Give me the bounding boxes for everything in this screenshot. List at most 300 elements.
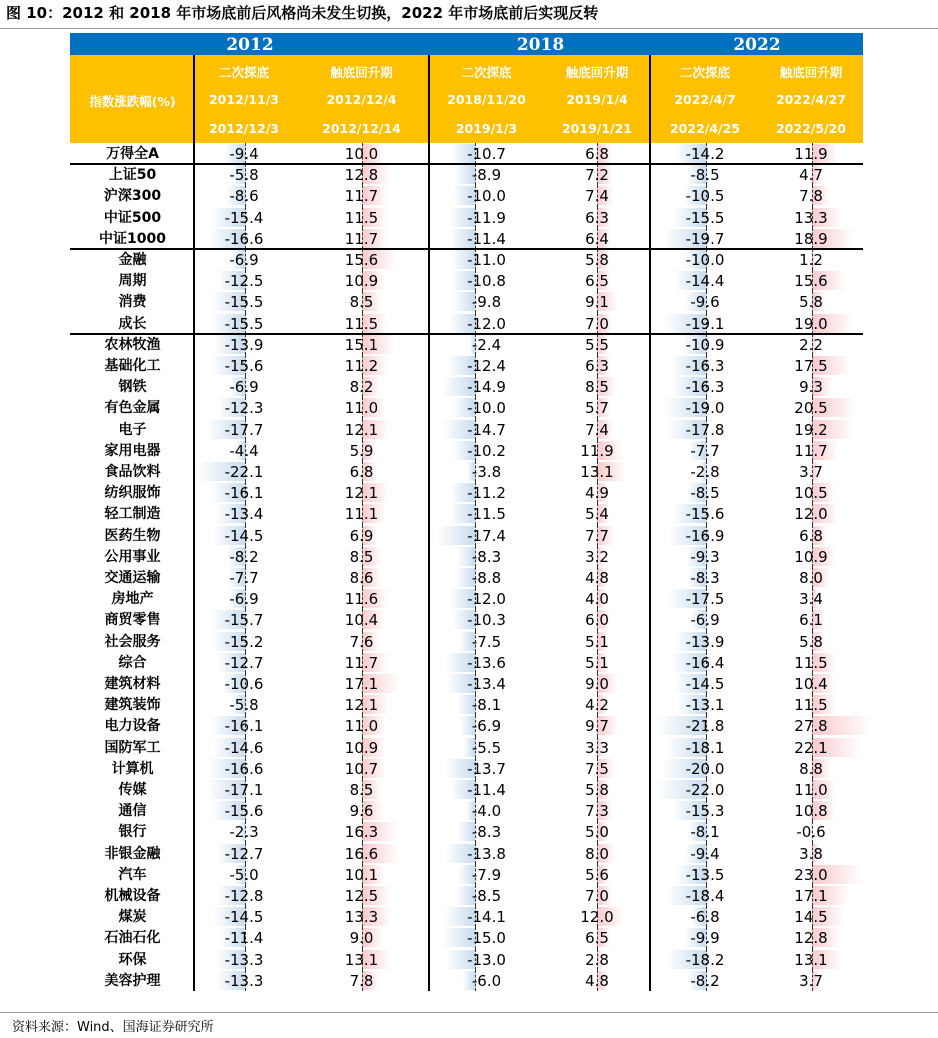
row-label: 消费 — [118, 294, 147, 311]
value-cell — [651, 906, 759, 927]
value-text: 10.7 — [344, 759, 379, 778]
value-text: -18.4 — [685, 887, 725, 905]
value-text: -15.5 — [224, 293, 264, 312]
value-cell — [195, 291, 293, 312]
value-text: -12.7 — [224, 653, 264, 672]
value-text: -10.7 — [467, 145, 506, 163]
value-cell — [543, 758, 651, 779]
row-label: 公用事业 — [104, 548, 161, 565]
value-text: -5.8 — [229, 696, 259, 715]
row-label: 建筑材料 — [104, 676, 161, 692]
value-text: 11.5 — [344, 208, 379, 227]
value-cell — [430, 843, 543, 864]
value-text: 8.5 — [349, 547, 374, 566]
row-label: 非银金融 — [104, 845, 161, 862]
value-cell — [759, 652, 863, 673]
table-row — [70, 270, 863, 291]
column-header-phase: 触底回升期 — [330, 65, 393, 80]
value-text: 19.2 — [794, 420, 828, 439]
value-text: -20.0 — [685, 759, 725, 778]
value-text: 6.5 — [585, 272, 609, 291]
value-cell — [759, 376, 863, 397]
value-cell — [430, 355, 543, 376]
value-cell — [651, 673, 759, 694]
value-cell — [759, 355, 863, 376]
value-cell — [293, 164, 430, 185]
value-cell — [430, 758, 543, 779]
value-cell — [195, 715, 293, 736]
value-text: -9.4 — [229, 145, 259, 163]
value-cell — [430, 185, 543, 206]
value-text: 15.6 — [344, 251, 379, 269]
value-cell — [195, 737, 293, 758]
value-text: -16.6 — [224, 229, 264, 248]
value-text: -6.9 — [229, 590, 259, 609]
column-header-start: 2012/12/4 — [326, 92, 397, 107]
value-text: 13.3 — [794, 208, 828, 227]
value-text: 7.4 — [585, 187, 609, 206]
value-text: 13.1 — [344, 950, 379, 969]
value-cell — [195, 779, 293, 800]
group-separator — [70, 248, 863, 250]
value-text: 10.5 — [794, 484, 828, 503]
value-cell — [293, 482, 430, 503]
row-header-cell — [70, 55, 195, 143]
value-cell — [759, 525, 863, 546]
value-cell — [651, 631, 759, 652]
value-cell — [759, 843, 863, 864]
column-header — [759, 55, 863, 143]
column-header — [430, 55, 543, 143]
table-row — [70, 503, 863, 524]
value-cell — [543, 885, 651, 906]
value-text: 3.8 — [799, 844, 823, 863]
table-row — [70, 927, 863, 948]
value-text: -13.6 — [467, 653, 506, 672]
value-cell — [759, 927, 863, 948]
value-text: -14.6 — [224, 738, 264, 757]
value-text: 15.6 — [794, 272, 828, 291]
table-row — [70, 715, 863, 736]
value-text: -7.7 — [690, 441, 720, 460]
value-cell — [543, 673, 651, 694]
table-row — [70, 355, 863, 376]
value-cell — [195, 652, 293, 673]
value-text: -9.4 — [690, 844, 720, 863]
table-row — [70, 779, 863, 800]
value-cell — [543, 694, 651, 715]
value-cell — [651, 397, 759, 418]
value-text: -11.2 — [467, 484, 506, 503]
value-text: 9.7 — [585, 717, 609, 736]
value-cell — [293, 843, 430, 864]
value-cell — [651, 715, 759, 736]
value-text: -17.1 — [224, 781, 264, 799]
value-cell — [195, 397, 293, 418]
table-row — [70, 525, 863, 546]
value-text: 10.9 — [344, 272, 379, 291]
value-text: -6.0 — [471, 971, 502, 990]
value-text: -13.9 — [224, 335, 264, 354]
value-cell — [543, 588, 651, 609]
column-header-start: 2012/11/3 — [208, 92, 279, 107]
value-cell — [293, 906, 430, 927]
value-cell — [430, 397, 543, 418]
year-header-2012: 2012 — [70, 33, 430, 55]
value-text: -8.3 — [690, 569, 720, 587]
value-text: -13.1 — [685, 696, 725, 715]
value-cell — [543, 143, 651, 164]
value-cell — [195, 885, 293, 906]
column-header-phase: 二次探底 — [218, 65, 269, 80]
table-row — [70, 143, 863, 164]
value-text: 8.0 — [799, 569, 823, 587]
value-cell — [293, 355, 430, 376]
row-label: 商贸零售 — [104, 612, 161, 629]
value-text: -10.5 — [685, 187, 725, 206]
value-text: -11.0 — [467, 251, 506, 269]
value-text: -13.0 — [467, 950, 506, 969]
value-cell — [759, 821, 863, 842]
value-text: -15.2 — [224, 632, 264, 651]
row-label: 汽车 — [118, 866, 147, 883]
table-row — [70, 906, 863, 927]
value-text: 8.5 — [349, 293, 374, 312]
value-text: -15.7 — [224, 611, 264, 630]
value-text: -8.2 — [690, 971, 720, 990]
row-label: 交通运输 — [104, 570, 161, 586]
value-cell — [759, 949, 863, 970]
value-text: 11.0 — [344, 399, 379, 418]
value-cell — [430, 207, 543, 228]
top-divider — [0, 28, 938, 29]
value-cell — [195, 461, 293, 482]
value-cell — [195, 207, 293, 228]
value-text: -6.9 — [229, 251, 259, 269]
value-cell — [651, 334, 759, 355]
value-cell — [430, 821, 543, 842]
value-text: 8.6 — [349, 569, 374, 587]
value-text: 22.1 — [794, 738, 828, 757]
value-cell — [430, 482, 543, 503]
value-cell — [195, 821, 293, 842]
value-text: 5.7 — [585, 399, 609, 418]
table-row — [70, 228, 863, 249]
source-note: 资料来源：Wind、国海证券研究所 — [12, 1020, 214, 1035]
value-cell — [195, 313, 293, 334]
value-cell — [543, 715, 651, 736]
value-text: 9.1 — [585, 293, 609, 312]
value-text: -4.4 — [229, 441, 259, 460]
value-text: -13.5 — [685, 865, 725, 884]
row-label: 综合 — [118, 654, 147, 671]
row-label: 食品饮料 — [104, 464, 161, 480]
value-cell — [543, 313, 651, 334]
table-row — [70, 440, 863, 461]
column-header-phase: 二次探底 — [679, 65, 730, 80]
value-cell — [651, 185, 759, 206]
row-label: 农林牧渔 — [104, 336, 161, 353]
value-cell — [759, 440, 863, 461]
row-label: 房地产 — [111, 591, 154, 608]
value-cell — [293, 461, 430, 482]
value-cell — [651, 270, 759, 291]
table-row — [70, 885, 863, 906]
value-cell — [430, 291, 543, 312]
value-text: 9.6 — [349, 802, 374, 821]
value-cell — [293, 949, 430, 970]
value-text: 2.2 — [799, 335, 823, 354]
column-separator — [649, 55, 651, 991]
value-text: -11.5 — [467, 505, 506, 524]
value-text: 19.0 — [794, 314, 828, 333]
value-text: 3.3 — [585, 738, 609, 757]
value-text: -0.6 — [796, 823, 826, 842]
value-text: 20.5 — [794, 399, 828, 418]
value-text: -2.3 — [229, 823, 259, 842]
row-label: 家用电器 — [104, 442, 161, 459]
row-label: 中证500 — [103, 209, 162, 226]
row-label: 环保 — [118, 951, 147, 968]
value-text: 11.0 — [344, 717, 379, 736]
value-text: 8.8 — [799, 759, 823, 778]
value-cell — [759, 546, 863, 567]
value-cell — [759, 143, 863, 164]
value-text: 11.5 — [344, 314, 379, 333]
value-text: 6.5 — [585, 929, 609, 948]
value-text: 7.0 — [585, 314, 609, 333]
value-cell — [195, 927, 293, 948]
value-cell — [759, 800, 863, 821]
value-text: -16.9 — [685, 526, 725, 545]
value-text: -13.4 — [224, 505, 264, 524]
value-cell — [293, 525, 430, 546]
value-text: 4.8 — [585, 971, 609, 990]
value-cell — [293, 440, 430, 461]
value-text: 12.1 — [344, 696, 379, 715]
value-text: 7.5 — [585, 759, 609, 778]
value-text: -14.5 — [685, 675, 725, 693]
value-cell — [543, 843, 651, 864]
table-row — [70, 821, 863, 842]
value-text: 13.3 — [344, 908, 379, 927]
value-cell — [430, 949, 543, 970]
row-label: 石油石化 — [104, 930, 161, 947]
value-text: -5.5 — [471, 738, 502, 757]
value-cell — [543, 652, 651, 673]
value-cell — [430, 525, 543, 546]
value-cell — [430, 652, 543, 673]
value-cell — [543, 228, 651, 249]
table-row — [70, 291, 863, 312]
value-text: -18.1 — [685, 738, 725, 757]
value-cell — [195, 440, 293, 461]
value-cell — [651, 864, 759, 885]
value-cell — [651, 800, 759, 821]
value-text: 11.5 — [794, 696, 828, 715]
row-label: 计算机 — [111, 760, 154, 777]
value-text: 5.5 — [585, 335, 609, 354]
value-cell — [543, 164, 651, 185]
row-label: 医药生物 — [104, 527, 161, 544]
value-cell — [543, 440, 651, 461]
value-text: 11.7 — [344, 653, 379, 672]
value-text: -13.3 — [224, 971, 264, 990]
value-text: -12.0 — [467, 314, 506, 333]
value-cell — [293, 207, 430, 228]
value-cell — [195, 588, 293, 609]
value-text: -6.9 — [690, 611, 720, 630]
value-text: -14.7 — [467, 420, 506, 439]
value-text: 5.8 — [585, 251, 609, 269]
value-text: 6.3 — [585, 357, 609, 375]
value-text: -15.5 — [685, 208, 725, 227]
value-cell — [293, 185, 430, 206]
value-text: 6.8 — [799, 526, 823, 545]
value-text: 4.2 — [585, 696, 609, 715]
table-row — [70, 631, 863, 652]
column-header-end: 2012/12/14 — [322, 121, 401, 136]
value-text: 5.1 — [585, 632, 609, 651]
value-text: 3.2 — [585, 547, 609, 566]
value-cell — [543, 906, 651, 927]
value-text: -10.2 — [467, 441, 506, 460]
value-text: 10.4 — [344, 611, 379, 630]
value-text: -7.7 — [229, 569, 259, 587]
value-cell — [543, 207, 651, 228]
value-text: 12.5 — [344, 887, 379, 905]
value-text: 15.1 — [344, 335, 379, 354]
value-text: 11.6 — [344, 590, 379, 609]
value-text: -17.4 — [467, 526, 506, 545]
value-text: 7.2 — [585, 166, 609, 185]
value-cell — [543, 800, 651, 821]
value-text: 7.8 — [349, 971, 374, 990]
value-text: -19.7 — [685, 229, 725, 248]
value-cell — [651, 779, 759, 800]
value-text: -10.8 — [467, 272, 506, 291]
value-text: 16.6 — [344, 844, 379, 863]
value-text: 9.0 — [349, 929, 374, 948]
value-text: 10.0 — [344, 145, 379, 163]
value-text: -7.9 — [471, 865, 502, 884]
value-cell — [543, 461, 651, 482]
value-text: -14.4 — [685, 272, 725, 291]
value-text: -9.9 — [690, 929, 720, 948]
value-cell — [293, 821, 430, 842]
value-cell — [651, 970, 759, 991]
row-label: 机械设备 — [104, 888, 161, 904]
table-row — [70, 567, 863, 588]
value-cell — [293, 864, 430, 885]
column-header-phase: 触底回升期 — [565, 65, 629, 80]
value-text: 4.8 — [585, 569, 609, 587]
value-cell — [430, 440, 543, 461]
value-text: -12.4 — [467, 357, 506, 375]
value-cell — [651, 291, 759, 312]
value-cell — [195, 843, 293, 864]
table-row — [70, 334, 863, 355]
value-cell — [543, 821, 651, 842]
table-row — [70, 758, 863, 779]
value-text: -11.4 — [467, 229, 506, 248]
value-cell — [543, 270, 651, 291]
column-separator — [193, 55, 195, 991]
value-cell — [759, 482, 863, 503]
value-text: -9.6 — [690, 293, 720, 312]
group-separator — [70, 333, 863, 335]
value-cell — [543, 334, 651, 355]
value-text: 27.8 — [794, 717, 828, 736]
column-header-phase: 触底回升期 — [779, 65, 843, 80]
column-header-phase: 二次探底 — [461, 65, 512, 80]
value-text: -13.3 — [224, 950, 264, 969]
row-label: 纺织服饰 — [104, 485, 161, 502]
table-row — [70, 397, 863, 418]
value-cell — [543, 185, 651, 206]
value-text: 3.7 — [799, 971, 823, 990]
figure-title: 图 10：2012 和 2018 年市场底前后风格尚未发生切换，2022 年市场底前后实现反转 — [6, 4, 599, 22]
value-text: 6.1 — [799, 611, 823, 630]
value-text: 6.9 — [349, 526, 374, 545]
value-cell — [293, 970, 430, 991]
value-text: -5.0 — [229, 865, 259, 884]
value-text: 12.1 — [344, 420, 379, 439]
table-row — [70, 652, 863, 673]
value-cell — [430, 906, 543, 927]
table-row — [70, 546, 863, 567]
column-header — [543, 55, 651, 143]
value-cell — [195, 334, 293, 355]
value-cell — [651, 376, 759, 397]
value-text: 17.5 — [794, 357, 828, 375]
value-text: 12.1 — [344, 484, 379, 503]
value-cell — [651, 355, 759, 376]
value-text: -15.5 — [224, 314, 264, 333]
value-cell — [651, 440, 759, 461]
value-text: 17.1 — [344, 675, 379, 693]
value-text: 3.4 — [799, 590, 823, 609]
value-cell — [543, 355, 651, 376]
value-text: -19.1 — [685, 314, 725, 333]
value-text: 7.3 — [585, 802, 609, 821]
value-cell — [195, 949, 293, 970]
column-separator — [428, 55, 430, 991]
row-label: 美容护理 — [104, 972, 161, 989]
value-cell — [293, 249, 430, 270]
table-row — [70, 737, 863, 758]
value-text: -14.1 — [467, 908, 506, 927]
value-text: 2.8 — [585, 950, 609, 969]
value-text: 11.9 — [580, 441, 614, 460]
value-text: -12.7 — [224, 844, 264, 863]
table-row — [70, 864, 863, 885]
value-text: -17.5 — [685, 590, 725, 609]
value-text: -15.0 — [467, 929, 506, 948]
value-cell — [430, 970, 543, 991]
value-cell — [651, 419, 759, 440]
value-cell — [543, 482, 651, 503]
value-cell — [293, 228, 430, 249]
value-text: 5.6 — [585, 865, 609, 884]
value-cell — [293, 609, 430, 630]
value-text: -14.2 — [685, 145, 725, 163]
value-cell — [759, 419, 863, 440]
value-cell — [293, 588, 430, 609]
value-cell — [195, 609, 293, 630]
value-cell — [759, 779, 863, 800]
value-text: -15.6 — [224, 802, 264, 821]
